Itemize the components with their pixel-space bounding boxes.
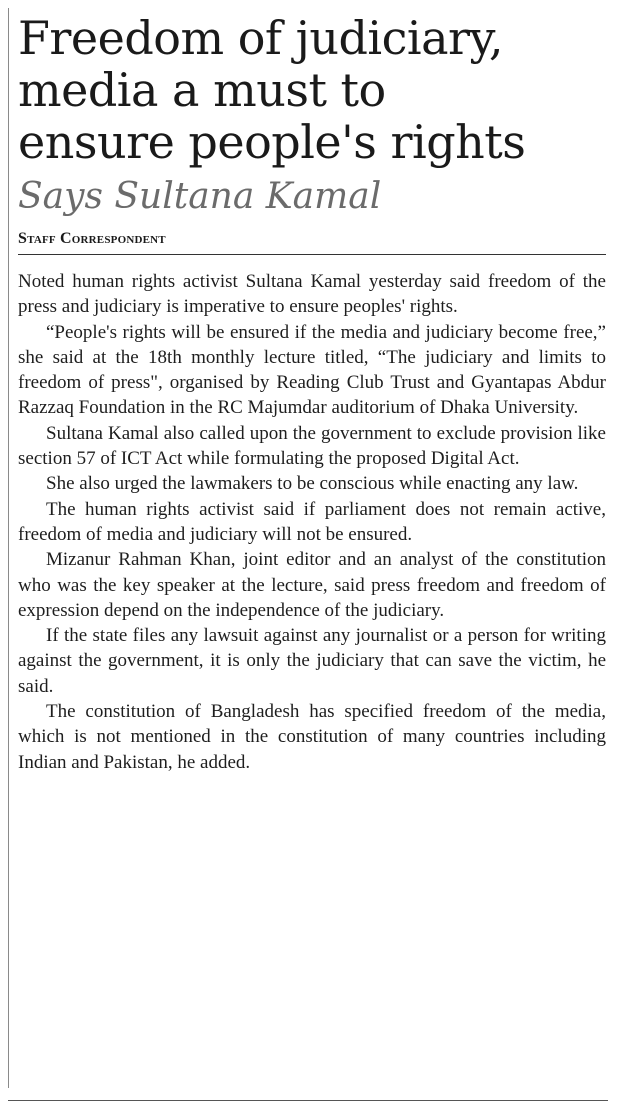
column-rule — [8, 8, 9, 1088]
paragraph: The constitution of Bangladesh has specified freedom of the media, which is not mentioned in the constitution of many countries including Indian and Pakistan, he added. — [18, 701, 606, 773]
paragraph: Sultana Kamal also called upon the government to exclude provision like section 57 of ICT Act while formulating the proposed Digital Act. — [18, 422, 606, 470]
paragraph: If the state files any lawsuit against any journalist or a person for writing against the government, it is only the judiciary that can save the victim, he said. — [18, 625, 606, 697]
headline-line-3: ensure people's rights — [18, 115, 526, 169]
byline: Staff Correspondent — [18, 230, 606, 255]
article — [18, 12, 606, 775]
paragraph: Noted human rights activist Sultana Kamal yesterday said freedom of the press and judiciary is imperative to ensure peoples' rights. — [18, 271, 606, 318]
headline — [18, 12, 606, 168]
headline-line-2: media a must to — [18, 63, 386, 117]
bottom-rule — [8, 1100, 608, 1101]
paragraph: The human rights activist said if parliament does not remain active, freedom of media and judiciary will not be ensured. — [18, 498, 606, 545]
paragraph: Mizanur Rahman Khan, joint editor and an analyst of the constitution who was the key speaker at the lecture, said press freedom and freedom of expression depend on the independence of the judiciary. — [18, 549, 606, 621]
paragraph: She also urged the lawmakers to be conscious while enacting any law. — [46, 473, 579, 495]
subheadline: Says Sultana Kamal — [18, 176, 382, 217]
paragraph: “People's rights will be ensured if the media and judiciary become free,” she said at the 18th monthly lecture titled, “The judiciary and limits to freedom of press", organised by Reading Club Trust and Gyantapas Abdur Razzaq Foundation in the RC Majumdar auditorium of Dhaka University. — [18, 321, 606, 419]
article-body — [18, 269, 606, 775]
headline-line-1: Freedom of judiciary, — [18, 11, 504, 65]
